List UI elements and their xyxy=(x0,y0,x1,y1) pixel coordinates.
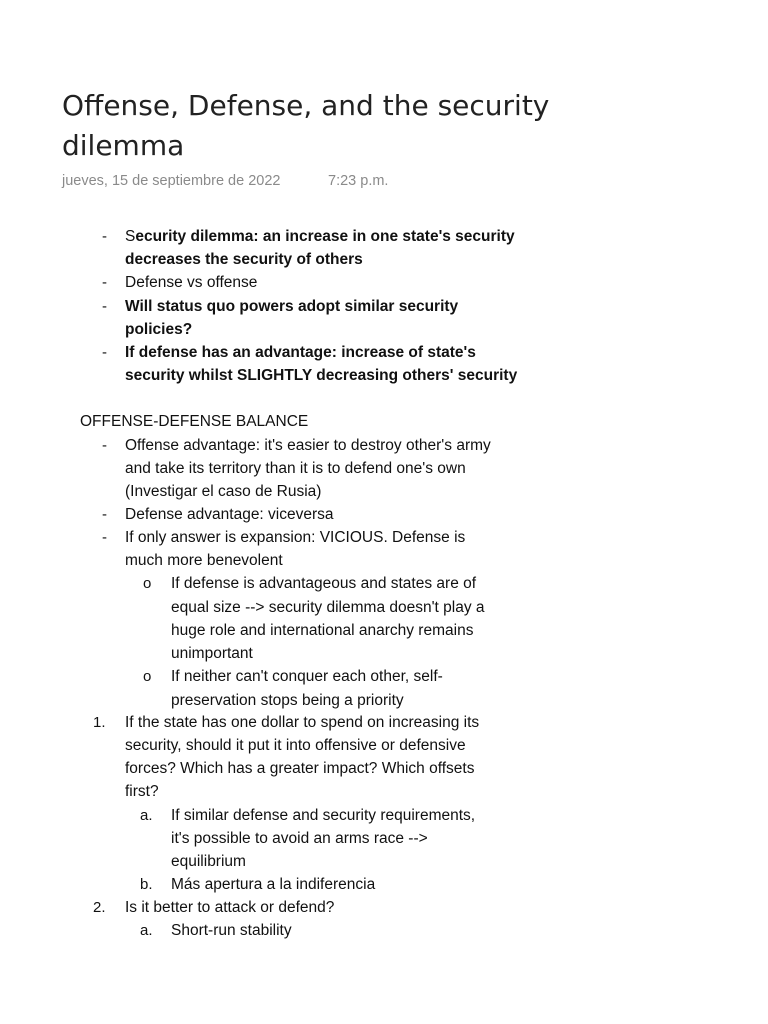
list-item-text: If similar defense and security requirements, xyxy=(171,807,476,824)
list-item-text: Defense advantage: viceversa xyxy=(125,506,334,523)
number-marker: 1. xyxy=(93,714,106,731)
bullet-dash: - xyxy=(102,228,107,245)
section-heading: OFFENSE-DEFENSE BALANCE xyxy=(80,413,309,430)
bullet-dash: - xyxy=(102,506,107,523)
list-item-text: Is it better to attack or defend? xyxy=(125,899,335,916)
list-item-text: much more benevolent xyxy=(125,552,283,569)
bullet-dash: - xyxy=(102,298,107,315)
letter-marker: a. xyxy=(140,807,153,824)
list-item-text: and take its territory than it is to defend one's own xyxy=(125,460,466,477)
list-item-text: If neither can't conquer each other, self- xyxy=(171,668,443,685)
list-item-text-rest: ecurity dilemma: an increase in one state's security xyxy=(135,228,515,245)
first-letter: S xyxy=(125,228,136,245)
page-title-line-1: Offense, Defense, and the security xyxy=(62,89,550,122)
bullet-dash: - xyxy=(102,529,107,546)
bullet-dash: - xyxy=(102,274,107,291)
list-item-text: forces? Which has a greater impact? Which offsets xyxy=(125,760,475,777)
list-item-text: equilibrium xyxy=(171,853,246,870)
list-item-text: If defense is advantageous and states are of xyxy=(171,575,477,592)
note-time: 7:23 p.m. xyxy=(328,173,389,189)
letter-marker: a. xyxy=(140,922,153,939)
list-item-text: unimportant xyxy=(171,645,253,662)
list-item-text: equal size --> security dilemma doesn't play a xyxy=(171,599,485,616)
list-item-text: Defense vs offense xyxy=(125,274,258,291)
list-item-text: it's possible to avoid an arms race --> xyxy=(171,830,428,847)
list-item-text: Más apertura a la indiferencia xyxy=(171,876,376,893)
list-item-text: If defense has an advantage: increase of state's xyxy=(125,344,476,361)
letter-marker: b. xyxy=(140,876,153,893)
list-item-text: Offense advantage: it's easier to destroy other's army xyxy=(125,437,491,454)
list-item-text: decreases the security of others xyxy=(125,251,363,268)
list-item-text: security, should it put it into offensive or defensive xyxy=(125,737,466,754)
page-title-line-2: dilemma xyxy=(62,129,185,162)
list-item-text: policies? xyxy=(125,321,193,338)
list-item-text: first? xyxy=(125,783,159,800)
list-item-text: (Investigar el caso de Rusia) xyxy=(125,483,322,500)
bullet-dash: - xyxy=(102,344,107,361)
list-item-text: preservation stops being a priority xyxy=(171,692,404,709)
bullet-circle: o xyxy=(143,668,152,685)
list-item-text: If only answer is expansion: VICIOUS. Defense is xyxy=(125,529,466,546)
list-item-text: Will status quo powers adopt similar security xyxy=(125,298,459,315)
list-item-text xyxy=(125,225,515,248)
note-date: jueves, 15 de septiembre de 2022 xyxy=(62,173,281,189)
list-item-text: Short-run stability xyxy=(171,922,292,939)
number-marker: 2. xyxy=(93,899,106,916)
list-item-text: If the state has one dollar to spend on increasing its xyxy=(125,714,480,731)
bullet-circle: o xyxy=(143,575,152,592)
list-item-text: security whilst SLIGHTLY decreasing others' security xyxy=(125,367,518,384)
bullet-dash: - xyxy=(102,437,107,454)
list-item-text: huge role and international anarchy remains xyxy=(171,622,474,639)
